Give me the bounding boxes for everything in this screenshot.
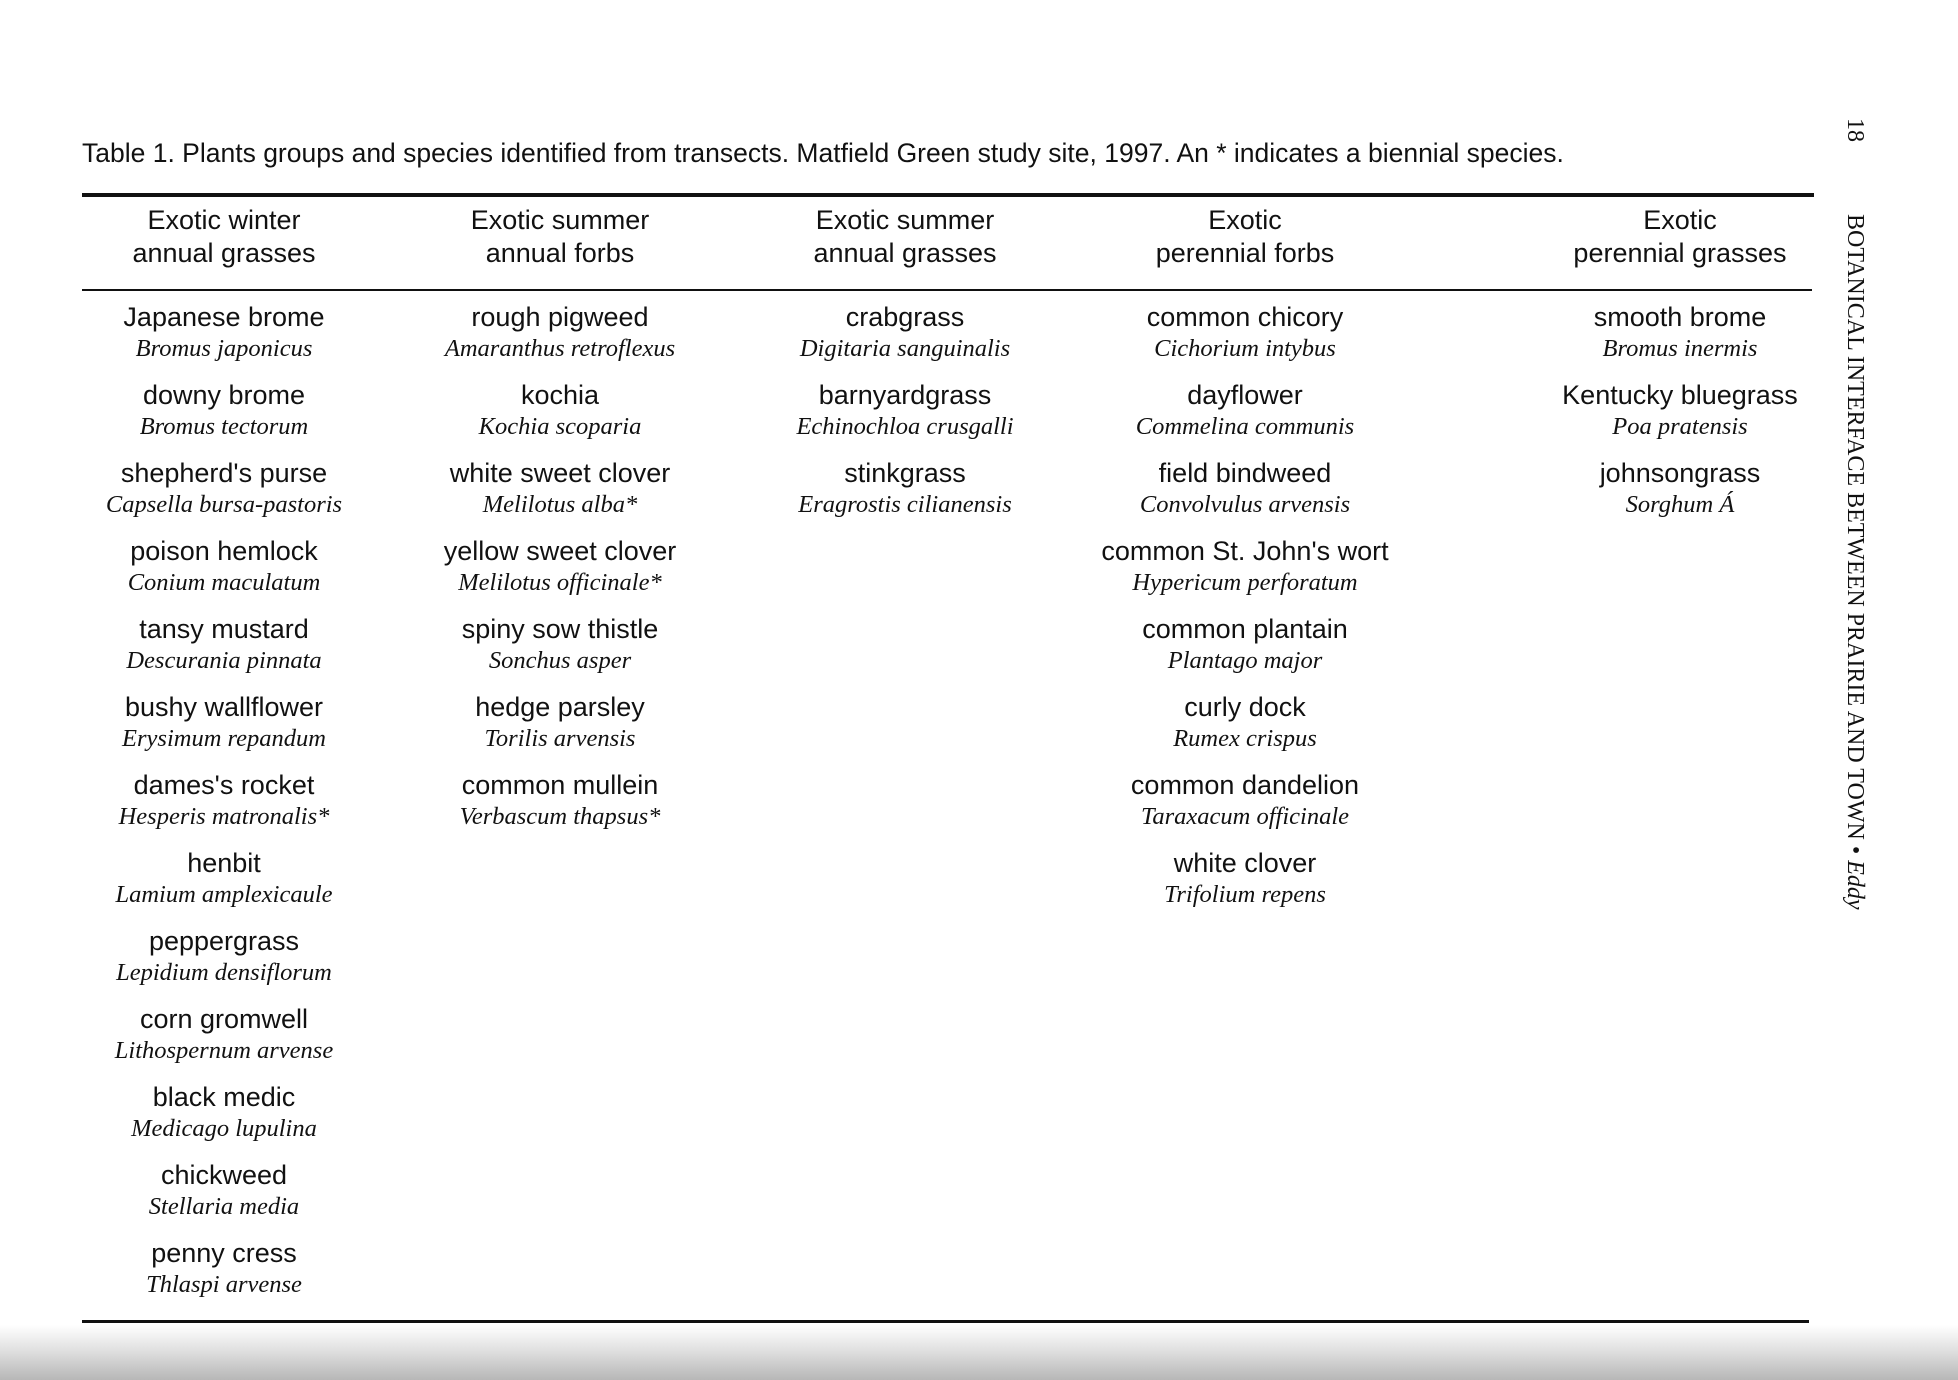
column-header-exotic-summer-annual-grasses: Exotic summer annual grasses [813,205,997,268]
column-header-exotic-perennial-forbs: Exotic perennial forbs [1155,205,1335,268]
common-name: spiny sow thistle [461,614,659,644]
latin-name: Conium maculatum [127,569,321,596]
common-name: white clover [1173,848,1317,878]
column-exotic-perennial-grasses [1530,300,1830,534]
species-entry [410,612,710,690]
species-entry [760,300,1050,378]
latin-name: Stellaria media [148,1193,300,1220]
table-bottom-rule [82,1320,1809,1323]
common-name: Japanese brome [123,302,325,332]
common-name: curly dock [1184,692,1306,722]
species-entry [84,1002,364,1080]
common-name: henbit [187,848,261,878]
common-name: downy brome [142,380,306,410]
common-name: hedge parsley [475,692,645,722]
common-name: common plantain [1142,614,1348,644]
species-entry [1530,378,1830,456]
species-entry [410,768,710,846]
common-name: peppergrass [148,926,300,956]
latin-name: Melilotus officinale* [458,569,662,596]
species-entry [84,1236,364,1314]
species-entry [84,1158,364,1236]
species-entry [1070,768,1420,846]
latin-name: Sonchus asper [488,647,632,674]
common-name: common chicory [1146,302,1344,332]
column-exotic-winter-annual-grasses [84,300,364,1314]
species-entry [410,378,710,456]
table-caption: Table 1. Plants groups and species identified from transects. Matfield Green study site, 1997. An * indicates a biennial species. [82,138,1564,168]
latin-name: Medicago lupulina [131,1115,317,1142]
latin-name: Poa pratensis [1612,413,1748,440]
latin-name: Digitaria sanguinalis [799,335,1011,362]
common-name: dames's rocket [133,770,315,800]
species-entry [410,456,710,534]
common-name: Kentucky bluegrass [1562,380,1798,410]
common-name: common mullein [461,770,659,800]
column-header-exotic-summer-annual-forbs: Exotic summer annual forbs [470,205,650,268]
species-entry [1070,378,1420,456]
common-name: common dandelion [1130,770,1360,800]
species-entry [760,378,1050,456]
species-entry [84,612,364,690]
common-name: corn gromwell [139,1004,309,1034]
latin-name: Plantago major [1167,647,1323,674]
latin-name: Thlaspi arvense [146,1271,302,1298]
species-entry [84,768,364,846]
running-head-author: Eddy [1842,860,1868,910]
scan-edge-shadow [0,1325,1958,1380]
species-entry [1070,612,1420,690]
latin-name: Hesperis matronalis* [118,803,330,830]
latin-name: Eragrostis cilianensis [798,491,1012,518]
latin-name: Hypericum perforatum [1132,569,1358,596]
species-entry [1530,456,1830,534]
column-exotic-summer-annual-grasses [760,300,1050,534]
column-exotic-summer-annual-forbs [410,300,710,846]
common-name: bushy wallflower [124,692,324,722]
latin-name: Cichorium intybus [1154,335,1336,362]
species-entry [84,378,364,456]
species-entry [410,690,710,768]
latin-name: Lamium amplexicaule [115,881,333,908]
latin-name: Descurania pinnata [126,647,322,674]
common-name: shepherd's purse [120,458,328,488]
species-entry [1070,846,1420,924]
latin-name: Convolvulus arvensis [1139,491,1351,518]
species-entry [1070,456,1420,534]
species-entry [84,534,364,612]
common-name: field bindweed [1158,458,1332,488]
species-entry [84,690,364,768]
latin-name: Amaranthus retroflexus [444,335,676,362]
species-entry [410,300,710,378]
column-header-exotic-perennial-grasses: Exotic perennial grasses [1573,205,1787,268]
latin-name: Kochia scoparia [478,413,642,440]
latin-name: Bromus japonicus [135,335,313,362]
species-entry [1530,300,1830,378]
latin-name: Echinochloa crusgalli [796,413,1014,440]
common-name: yellow sweet clover [443,536,677,566]
common-name: white sweet clover [449,458,671,488]
species-entry [410,534,710,612]
latin-name: Verbascum thapsus* [459,803,661,830]
latin-name: Bromus tectorum [139,413,309,440]
common-name: kochia [520,380,600,410]
species-entry [1070,300,1420,378]
latin-name: Trifolium repens [1164,881,1326,908]
species-entry [84,456,364,534]
common-name: poison hemlock [130,536,318,566]
latin-name: Bromus inermis [1602,335,1758,362]
common-name: common St. John's wort [1101,536,1389,566]
common-name: dayflower [1187,380,1303,410]
column-header-exotic-winter-annual-grasses: Exotic winter annual grasses [132,205,316,268]
common-name: stinkgrass [844,458,966,488]
species-entry [1070,534,1420,612]
common-name: crabgrass [845,302,965,332]
species-entry [760,456,1050,534]
species-entry [84,846,364,924]
common-name: penny cress [151,1238,297,1268]
latin-name: Rumex crispus [1173,725,1317,752]
species-entry [84,300,364,378]
column-exotic-perennial-forbs [1070,300,1420,924]
latin-name: Melilotus alba* [482,491,638,518]
latin-name: Capsella bursa-pastoris [105,491,343,518]
common-name: rough pigweed [471,302,649,332]
common-name: barnyardgrass [818,380,992,410]
running-head-title: BOTANICAL INTERFACE BETWEEN PRAIRIE AND TOWN • Eddy [1842,214,1868,910]
table-top-rule [82,193,1814,197]
latin-name: Erysimum repandum [122,725,326,752]
latin-name: Lithospernum arvense [114,1037,334,1064]
species-entry [1070,690,1420,768]
latin-name: Taraxacum officinale [1140,803,1349,830]
common-name: tansy mustard [139,614,309,644]
species-entry [84,924,364,1002]
common-name: johnsongrass [1599,458,1761,488]
table-header-rule [82,289,1812,291]
latin-name: Lepidium densiflorum [116,959,332,986]
latin-name: Torilis arvensis [484,725,636,752]
common-name: smooth brome [1593,302,1767,332]
common-name: black medic [152,1082,296,1112]
common-name: chickweed [160,1160,288,1190]
latin-name: Commelina communis [1135,413,1355,440]
species-entry [84,1080,364,1158]
latin-name: Sorghum Á [1625,491,1735,518]
page-number: 18 [1842,118,1868,142]
